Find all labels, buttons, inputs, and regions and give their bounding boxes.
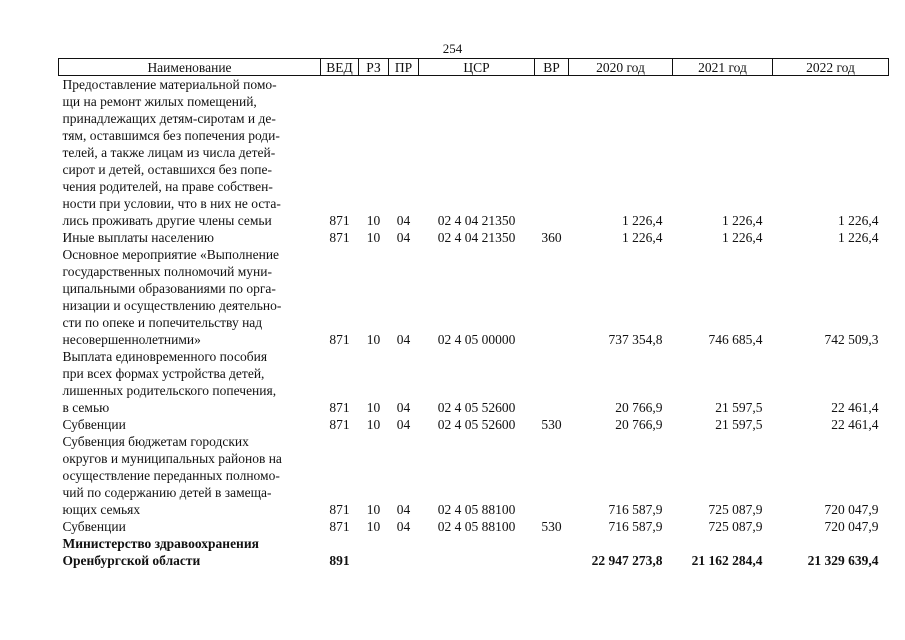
name-line: ности при условии, что в них не оста- [62,196,281,211]
budget-table [58,58,889,569]
cell-vr: 530 [541,417,562,432]
cell-ved: 871 [329,213,350,228]
cell-pr [389,535,419,569]
name-line: лишенных родительского попечения, [62,383,277,398]
cell-2020: 716 587,9 [608,502,663,517]
cell-rz: 10 [366,519,381,534]
cell-pr: 04 [396,230,411,245]
cell-csr: 02 4 04 21350 [437,230,516,245]
name-line: Субвенция бюджетам городских [62,434,249,449]
cell-vr: 530 [541,519,562,534]
cell-2022: 22 461,4 [831,417,879,432]
name-line: телей, а также лицам из числа детей- [62,145,276,160]
cell-vr: 360 [541,230,562,245]
name-line: лись проживать другие члены семьи [62,213,272,228]
page-number: 254 [442,41,463,56]
cell-2021: 746 685,4 [708,332,763,347]
table-row [59,518,889,535]
name-line: сти по опеке и попечительству над [62,315,263,330]
cell-2022: 1 226,4 [838,230,879,245]
name-line: принадлежащих детям-сиротам и де- [62,111,276,126]
name-line: Основное мероприятие «Выполнение [62,247,280,262]
name-line: Иные выплаты населению [62,230,214,245]
cell-csr: 02 4 04 21350 [437,213,516,228]
cell-ved: 871 [329,502,350,517]
header-vr: ВР [535,59,569,76]
cell-csr: 02 4 05 88100 [437,519,516,534]
header-2022: 2022 год [773,59,889,76]
cell-ved: 871 [329,332,350,347]
cell-2020: 737 354,8 [608,332,663,347]
table-row [59,416,889,433]
header-name: Наименование [59,59,321,76]
table-row [59,229,889,246]
cell-2020: 20 766,9 [615,400,663,415]
name-line: Предоставление материальной помо- [62,77,277,92]
table-body [59,76,889,570]
cell-name [59,433,321,518]
table-row [59,76,889,230]
cell-rz [359,535,389,569]
cell-2021: 725 087,9 [708,502,763,517]
cell-name [59,416,321,433]
cell-2021: 1 226,4 [722,230,763,245]
name-line: при всех формах устройства детей, [62,366,265,381]
name-line: несовершеннолетними» [62,332,201,347]
name-line: тям, оставшимся без попечения роди- [62,128,280,143]
cell-rz: 10 [366,213,381,228]
cell-csr: 02 4 05 52600 [437,400,516,415]
cell-csr: 02 4 05 88100 [437,502,516,517]
name-line: сирот и детей, оставшихся без попе- [62,162,272,177]
cell-rz: 10 [366,230,381,245]
header-2021: 2021 год [673,59,773,76]
name-line: Выплата единовременного пособия [62,349,268,364]
name-line: округов и муниципальных районов на [62,451,282,466]
table-header [59,59,889,76]
cell-ved: 871 [329,417,350,432]
name-line: Оренбургской области [62,553,201,568]
name-line: чения родителей, на праве собствен- [62,179,273,194]
cell-vr [535,433,569,518]
name-line: ципальными образованиями по орга- [62,281,276,296]
cell-csr: 02 4 05 00000 [437,332,516,347]
cell-2022: 742 509,3 [824,332,879,347]
cell-name [59,348,321,416]
cell-ved: 871 [329,230,350,245]
name-line: щи на ремонт жилых помещений, [62,94,257,109]
cell-2020: 20 766,9 [615,417,663,432]
cell-2021: 725 087,9 [708,519,763,534]
cell-2020: 1 226,4 [622,213,663,228]
table-row [59,348,889,416]
cell-2021: 1 226,4 [722,213,763,228]
table-row [59,246,889,348]
cell-pr: 04 [396,417,411,432]
cell-2022: 1 226,4 [838,213,879,228]
header-csr: ЦСР [419,59,535,76]
name-line: ющих семьях [62,502,141,517]
cell-rz: 10 [366,502,381,517]
name-line: осуществление переданных полномо- [62,468,280,483]
cell-2021: 21 597,5 [715,400,763,415]
table-row [59,433,889,518]
cell-pr: 04 [396,519,411,534]
cell-pr: 04 [396,332,411,347]
cell-name [59,76,321,230]
cell-2021: 21 597,5 [715,417,763,432]
cell-2020: 1 226,4 [622,230,663,245]
cell-2022: 22 461,4 [831,400,879,415]
name-line: Субвенции [62,417,126,432]
cell-rz: 10 [366,400,381,415]
header-pr: ПР [389,59,419,76]
cell-ved: 871 [329,519,350,534]
cell-csr: 02 4 05 52600 [437,417,516,432]
cell-2022: 720 047,9 [824,519,879,534]
cell-2022: 720 047,9 [824,502,879,517]
name-line: государственных полномочий муни- [62,264,272,279]
cell-2021: 21 162 284,4 [691,553,763,568]
cell-vr [535,246,569,348]
cell-name [59,518,321,535]
header-ved: ВЕД [321,59,359,76]
cell-2022: 21 329 639,4 [807,553,879,568]
cell-name [59,535,321,569]
table-row [59,535,889,569]
header-2020: 2020 год [569,59,673,76]
cell-pr: 04 [396,400,411,415]
cell-name [59,246,321,348]
cell-2020: 716 587,9 [608,519,663,534]
cell-pr: 04 [396,213,411,228]
cell-vr [535,535,569,569]
cell-ved: 871 [329,400,350,415]
cell-rz: 10 [366,332,381,347]
cell-name [59,229,321,246]
cell-csr [419,535,535,569]
cell-pr: 04 [396,502,411,517]
name-line: в семью [62,400,110,415]
name-line: Министерство здравоохранения [62,536,259,551]
cell-ved: 891 [329,553,350,568]
cell-vr [535,348,569,416]
cell-2020: 22 947 273,8 [591,553,663,568]
header-rz: РЗ [359,59,389,76]
name-line: Субвенции [62,519,126,534]
name-line: низации и осуществлению деятельно- [62,298,282,313]
cell-rz: 10 [366,417,381,432]
name-line: чий по содержанию детей в замеща- [62,485,272,500]
cell-vr [535,76,569,230]
